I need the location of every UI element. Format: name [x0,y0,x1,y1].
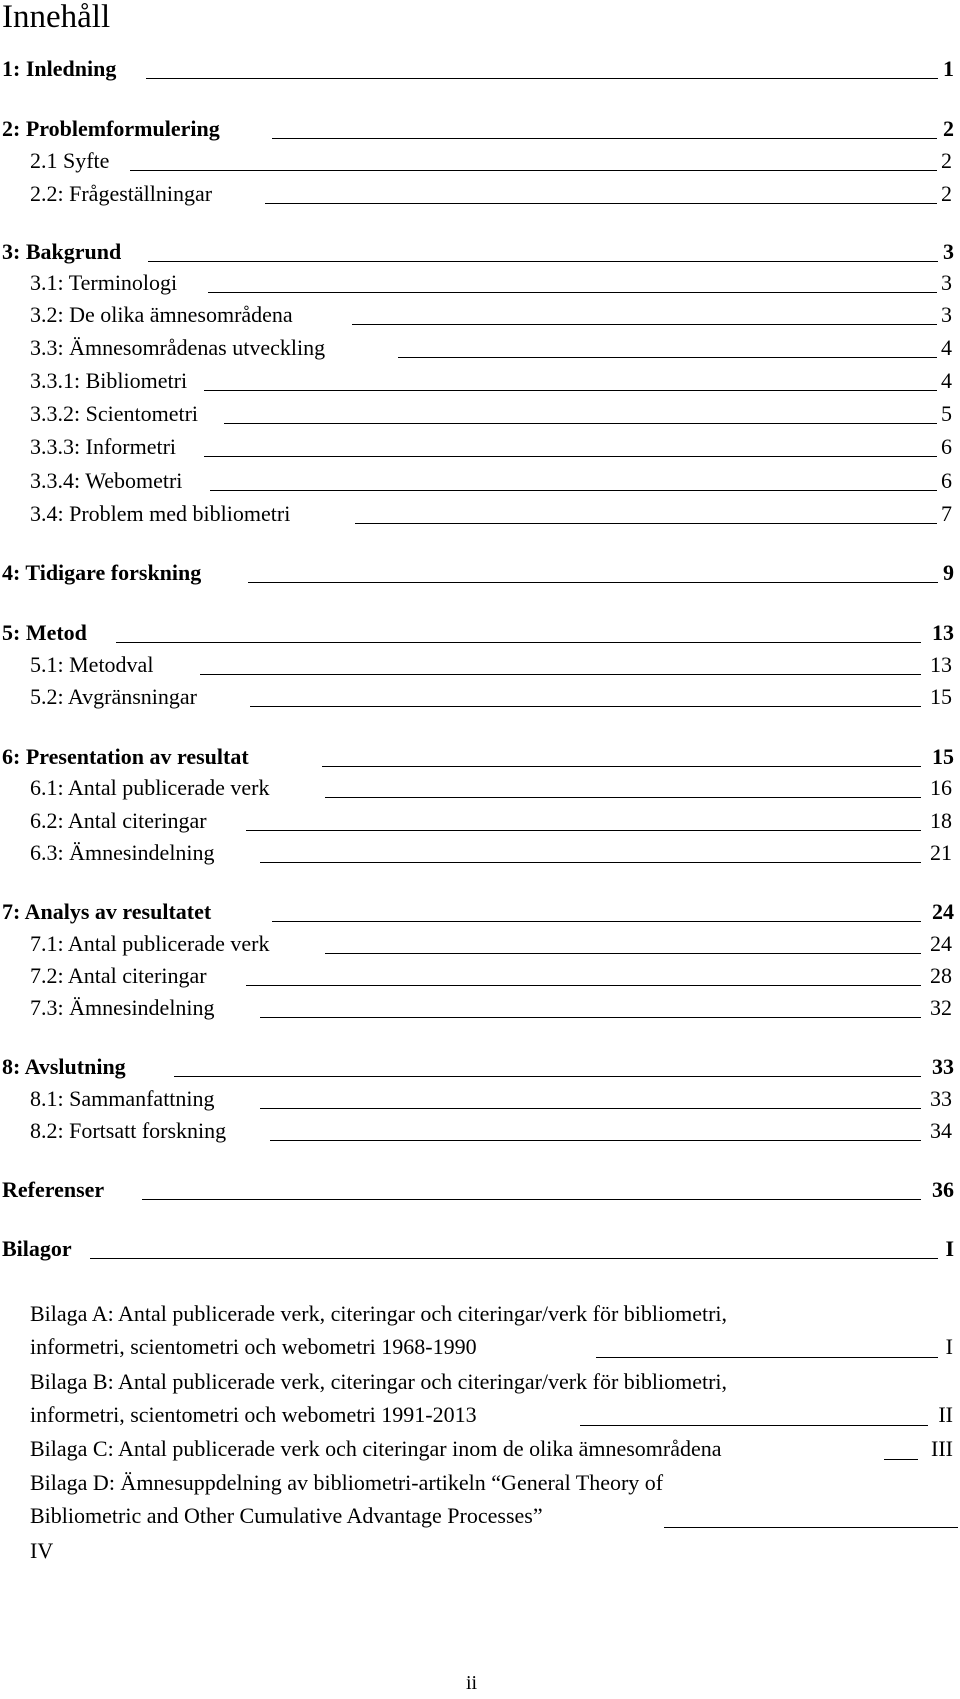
toc-leader-line [116,642,921,643]
toc-page-number: 16 [930,775,952,800]
toc-leader-line [142,1199,921,1200]
toc-leader-line [272,921,921,922]
toc-page-number: 3 [941,302,952,327]
toc-page-number: 4 [941,335,952,360]
toc-page-number: 3 [943,239,954,264]
toc-leader-line [596,1357,938,1358]
appendix-label: IV [30,1538,54,1563]
appendix-label: Bilaga D: Ämnesuppdelning av bibliometri-artikeln “General Theory of [30,1470,664,1495]
toc-leader-line [884,1459,918,1460]
toc-section-label: 6.2: Antal citeringar [30,808,207,833]
toc-section-label: 5.2: Avgränsningar [30,684,198,709]
toc-page-number: I [945,1334,953,1359]
toc-leader-line [398,357,937,358]
toc-page-number: 9 [943,560,954,585]
toc-section-label: 3.3.3: Informetri [30,434,177,459]
toc-leader-line [325,797,921,798]
appendix-label: informetri, scientometri och webometri 1991-2013 [30,1402,477,1427]
toc-leader-line [265,203,937,204]
toc-section-label: 3.1: Terminologi [30,270,178,295]
toc-leader-line [352,324,937,325]
toc-page-number: 13 [932,620,954,645]
toc-leader-line [355,523,937,524]
toc-page-number: 1 [943,56,954,81]
toc-page-number: 2 [943,116,954,141]
toc-page-number: 28 [930,963,952,988]
toc-page-number: 15 [930,684,952,709]
toc-section-label: 7.2: Antal citeringar [30,963,207,988]
toc-leader-line [224,423,937,424]
toc-section-label: 2.1 Syfte [30,148,110,173]
toc-leader-line [246,830,921,831]
toc-page-number: 6 [941,434,952,459]
appendix-label: informetri, scientometri och webometri 1968-1990 [30,1334,477,1359]
toc-page-number: 7 [941,501,952,526]
toc-leader-line [248,582,938,583]
toc-section-label: 8.2: Fortsatt forskning [30,1118,227,1143]
toc-section-label: 3.3.1: Bibliometri [30,368,188,393]
toc-section-label: 6.1: Antal publicerade verk [30,775,270,800]
toc-leader-line [272,138,937,139]
toc-section-label: 3.4: Problem med bibliometri [30,501,291,526]
toc-leader-line [200,674,921,675]
toc-leader-line [260,1108,921,1109]
toc-leader-line [204,456,937,457]
toc-page-number: 18 [930,808,952,833]
toc-chapter-label: Referenser [2,1177,105,1202]
toc-chapter-label: 2: Problemformulering [2,116,220,141]
toc-leader-line [204,390,937,391]
toc-page-number: 2 [941,148,952,173]
toc-section-label: 5.1: Metodval [30,652,154,677]
toc-page-number: 33 [932,1054,954,1079]
toc-page-number: 32 [930,995,952,1020]
toc-section-label: 8.1: Sammanfattning [30,1086,215,1111]
toc-page-number: 36 [932,1177,954,1202]
toc-leader-line [664,1527,958,1528]
appendix-label: Bibliometric and Other Cumulative Advantage Processes” [30,1503,543,1528]
toc-page-number: II [938,1402,953,1427]
toc-leader-line [210,490,937,491]
toc-section-label: 6.3: Ämnesindelning [30,840,215,865]
toc-leader-line [90,1258,938,1259]
toc-leader-line [270,1140,921,1141]
toc-page-number: 6 [941,468,952,493]
toc-leader-line [146,78,938,79]
toc-page-number: 21 [930,840,952,865]
toc-leader-line [130,170,937,171]
toc-page-number: I [945,1236,954,1261]
toc-chapter-label: Bilagor [2,1236,72,1261]
toc-page-number: 13 [930,652,952,677]
toc-section-label: 7.1: Antal publicerade verk [30,931,270,956]
toc-page-number: 34 [930,1118,952,1143]
toc-section-label: 3.2: De olika ämnesområdena [30,302,293,327]
toc-chapter-label: 8: Avslutning [2,1054,126,1079]
toc-leader-line [174,1076,921,1077]
toc-page-number: 24 [932,899,954,924]
toc-section-label: 3.3.4: Webometri [30,468,183,493]
footer-page-number: ii [466,1672,478,1694]
toc-chapter-label: 5: Metod [2,620,87,645]
toc-leader-line [148,261,938,262]
toc-leader-line [322,766,921,767]
toc-page-number: III [931,1436,953,1461]
toc-leader-line [260,862,921,863]
toc-chapter-label: 3: Bakgrund [2,239,122,264]
toc-leader-line [208,292,937,293]
toc-page-number: 4 [941,368,952,393]
toc-chapter-label: 6: Presentation av resultat [2,744,249,769]
toc-leader-line [580,1425,928,1426]
toc-section-label: 7.3: Ämnesindelning [30,995,215,1020]
toc-leader-line [250,706,921,707]
appendix-label: Bilaga B: Antal publicerade verk, citeringar och citeringar/verk för bibliometri, [30,1369,728,1394]
toc-leader-line [325,953,921,954]
toc-chapter-label: 1: Inledning [2,56,117,81]
toc-section-label: 3.3.2: Scientometri [30,401,199,426]
toc-page-number: 2 [941,181,952,206]
toc-chapter-label: 4: Tidigare forskning [2,560,202,585]
toc-leader-line [260,1017,921,1018]
toc-page-number: 5 [941,401,952,426]
appendix-label: Bilaga C: Antal publicerade verk och citeringar inom de olika ämnesområdena [30,1436,722,1461]
toc-leader-line [246,985,921,986]
toc-page-number: 24 [930,931,952,956]
toc-page-number: 15 [932,744,954,769]
toc-section-label: 3.3: Ämnesområdenas utveckling [30,335,326,360]
toc-page-number: 33 [930,1086,952,1111]
appendix-label: Bilaga A: Antal publicerade verk, citeringar och citeringar/verk för bibliometri, [30,1301,728,1326]
toc-chapter-label: 7: Analys av resultatet [2,899,212,924]
toc-page-number: 3 [941,270,952,295]
toc-section-label: 2.2: Frågeställningar [30,181,213,206]
toc-heading: Innehåll [2,0,111,35]
